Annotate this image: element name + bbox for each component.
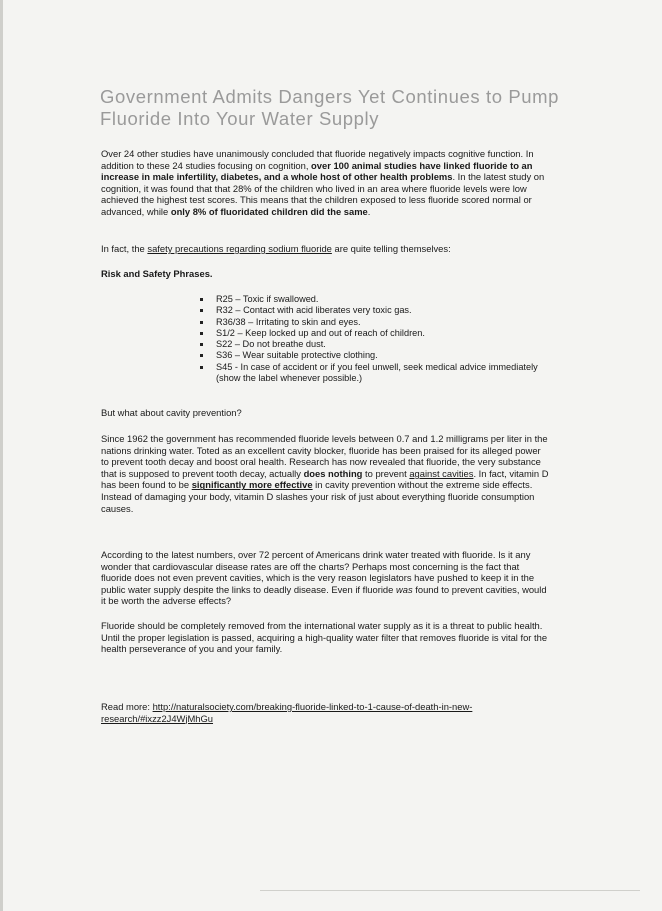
paragraph-studies: Over 24 other studies have unanimously concluded that fluoride negatively impacts cognitive function. In addition to these 24 studies focusing on cognition, over 100 animal studies have linked fluoride to an increase in male infertility, diabetes, and a whole host of other health problems. In the latest study on cognition, it was found that that 28% of the children who lived in an area where fluoride levels were low achieved the highest test scores. This means that the children exposed to less fluoride scored normal or advanced, while only 8% of fluoridated children did the same. xyxy=(101,148,545,217)
significantly-more-effective: significantly more effective xyxy=(191,479,313,491)
list-item: S45 - In case of accident or if you feel unwell, seek medical advice immediately (show the label whenever possible.) xyxy=(200,362,550,385)
paragraph-conclusion: Fluoride should be completely removed from the international water supply as it is a threat to public health. Until the proper legislation is passed, acquiring a high-quality water filter that removes fluoride is vital for the health perseverance of you and your family. xyxy=(101,620,548,655)
paragraph-since-1962: Since 1962 the government has recommended fluoride levels between 0.7 and 1.2 milligrams per liter in the nations drinking water. Toted as an excellent cavity blocker, fluoride has been praised for its alleged power to prevent tooth decay and boost oral health. Research has now revealed that fluoride, the very substance that is supposed to prevent tooth decay, actually does nothing to prevent against cavities. In fact, vitamin D has been found to be significantly more effective in cavity prevention without the extreme side effects. Instead of damaging your body, vitamin D slashes your risk of just about everything fluoride consumption causes. xyxy=(101,433,549,514)
list-item: R25 – Toxic if swallowed. xyxy=(200,294,550,305)
safety-precautions-link[interactable]: safety precautions regarding sodium fluoride xyxy=(147,243,332,254)
scan-mark xyxy=(260,890,640,891)
list-item: R36/38 – Irritating to skin and eyes. xyxy=(200,317,550,328)
against-cavities-link[interactable]: against cavities xyxy=(409,467,474,479)
list-item: S22 – Do not breathe dust. xyxy=(200,339,550,350)
paragraph-cavity-question: But what about cavity prevention? xyxy=(101,407,242,418)
paragraph-statistics: According to the latest numbers, over 72 percent of Americans drink water treated with fluoride. Is it any wonder that cardiovascular disease rates are off the charts? Perhaps most concerning is the fact that fluoride does not even prevent cavities, which is the very reason legislators have pushed to keep it in the public water supply despite the links to deadly disease. Even if fluoride was found to prevent cavities, would it be worth the adverse effects? xyxy=(101,549,547,607)
list-item: S1/2 – Keep locked up and out of reach of children. xyxy=(200,328,550,339)
document-title: Government Admits Dangers Yet Continues to Pump Fluoride Into Your Water Supply xyxy=(100,86,560,129)
list-item: S36 – Wear suitable protective clothing. xyxy=(200,350,550,361)
list-item: R32 – Contact with acid liberates very toxic gas. xyxy=(200,305,550,316)
bold-fluoridated-children: only 8% of fluoridated children did the same xyxy=(170,205,368,217)
risk-phrases-list xyxy=(200,294,550,384)
read-more-label: Read more: xyxy=(101,701,153,712)
read-more-link[interactable]: http://naturalsociety.com/breaking-fluoride-linked-to-1-cause-of-death-in-new-research/#ixzz2J4WjMhGu xyxy=(101,701,473,724)
bold-animal-studies: over 100 animal studies have linked fluoride to an increase in male infertility, diabetes, and a whole host of other health problems xyxy=(101,159,533,183)
read-more xyxy=(101,701,541,724)
paragraph-safety: In fact, the safety precautions regarding sodium fluoride are quite telling themselves: xyxy=(101,243,451,254)
risk-phrases-heading: Risk and Safety Phrases. xyxy=(101,268,213,279)
scan-edge xyxy=(0,0,3,911)
